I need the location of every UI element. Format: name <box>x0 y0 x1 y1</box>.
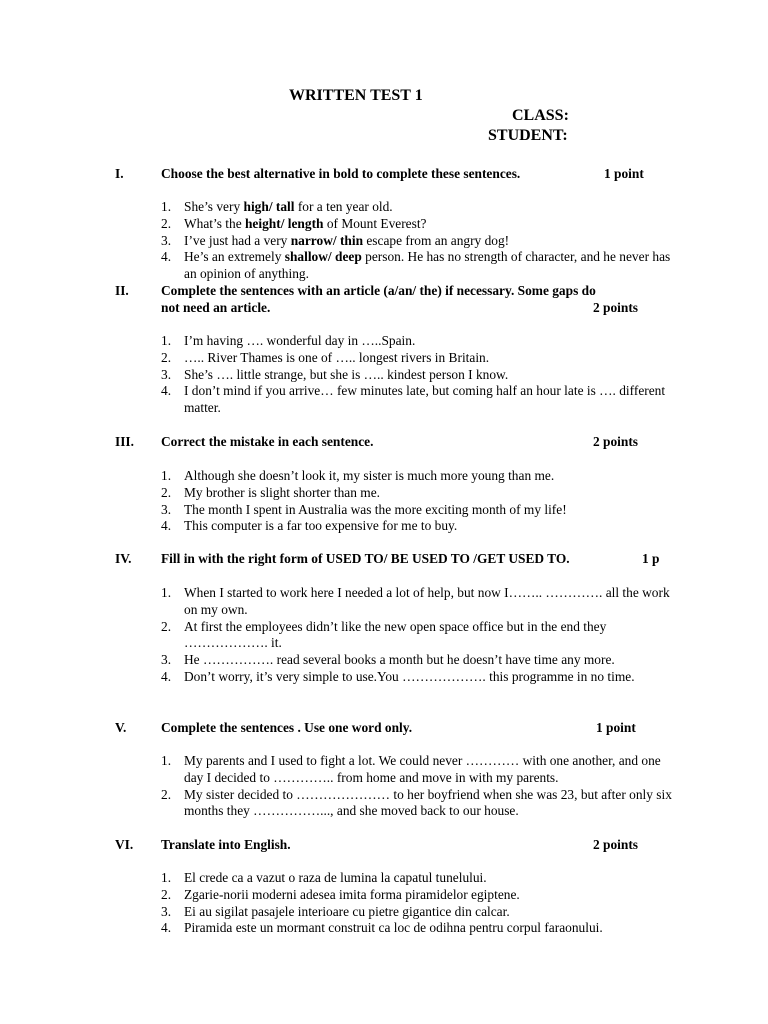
section-points: 1 p <box>642 551 660 566</box>
section-instruction: Fill in with the right form of USED TO/ BE USED TO /GET USED TO. <box>161 551 570 566</box>
question-number: 1. <box>161 468 172 483</box>
question-number: 4. <box>161 668 172 684</box>
question-item: 2. What’s the height/ length of Mount Everest? <box>161 215 427 231</box>
question-item: 1. I’m having …. wonderful day in …..Spain. <box>161 333 416 348</box>
question-number: 1. <box>161 199 172 214</box>
question-item: 1. She’s very high/ tall for a ten year old. <box>161 199 393 214</box>
section-points: 2 points <box>593 837 639 852</box>
question-list <box>161 870 681 937</box>
section-instruction-cont: not need an article. <box>161 300 271 315</box>
section-instruction: Choose the best alternative in bold to complete these sentences. <box>161 166 521 181</box>
question-item: 3. He ……………. read several books a month but he doesn’t have time any more. <box>161 652 615 668</box>
question-item: 1. My parents and I used to fight a lot. We could never ………… with one another, and one day I decided to ………….. from home and move in with my parents. <box>161 753 661 785</box>
question-item: 3. I’ve just had a very narrow/ thin escape from an angry dog! <box>161 232 510 248</box>
question-number: 2. <box>161 786 172 802</box>
test-title: WRITTEN TEST 1 <box>289 87 423 104</box>
section-number: III. <box>115 434 134 449</box>
section-number: VI. <box>115 837 134 852</box>
question-number: 2. <box>161 484 172 500</box>
question-item: 1. When I started to work here I needed a lot of help, but now I…….. …………. all the work on my own. <box>161 585 670 617</box>
question-item: 3. Ei au sigilat pasajele interioare cu pietre gigantice din calcar. <box>161 903 510 919</box>
question-number: 2. <box>161 215 172 231</box>
section-points: 2 points <box>593 300 639 315</box>
question-item: 2. At first the employees didn’t like the new open space office but in the end they ………………. it. <box>161 618 607 651</box>
question-number: 2. <box>161 886 172 902</box>
question-item: 2. My brother is slight shorter than me. <box>161 484 380 500</box>
question-list <box>161 753 681 820</box>
question-number: 3. <box>161 501 172 517</box>
section-points: 1 point <box>604 166 644 181</box>
student-label: STUDENT: <box>488 127 568 144</box>
question-list <box>161 333 681 417</box>
question-item: 2. Zgarie-norii moderni adesea imita forma piramidelor egiptene. <box>161 886 520 902</box>
section-number: V. <box>115 720 127 735</box>
question-item: 4. I don’t mind if you arrive… few minutes late, but coming half an hour late is …. different matter. <box>161 383 666 416</box>
section-points: 1 point <box>596 720 636 735</box>
question-number: 2. <box>161 349 172 365</box>
question-number: 3. <box>161 903 172 919</box>
question-item: 4. He’s an extremely shallow/ deep person. He has no strength of character, and he never has an opinion of anything. <box>161 249 671 282</box>
question-number: 3. <box>161 232 172 248</box>
question-list <box>161 468 681 535</box>
class-label: CLASS: <box>512 107 569 124</box>
section-points: 2 points <box>593 434 639 449</box>
section-instruction: Complete the sentences with an article (a/an/ the) if necessary. Some gaps do <box>161 283 596 298</box>
bold-alternatives: narrow/ thin <box>290 232 364 248</box>
question-item: 3. She’s …. little strange, but she is ….. kindest person I know. <box>161 366 509 382</box>
section-instruction: Correct the mistake in each sentence. <box>161 434 374 449</box>
question-item: 1. Although she doesn’t look it, my sister is much more young than me. <box>161 468 555 483</box>
question-number: 1. <box>161 753 172 768</box>
question-number: 1. <box>161 333 172 348</box>
bold-alternatives: high/ tall <box>243 199 295 214</box>
section-number: IV. <box>115 551 132 566</box>
question-item: 4. This computer is a far too expensive for me to buy. <box>161 518 458 534</box>
question-number: 4. <box>161 383 172 399</box>
question-list <box>161 585 681 686</box>
section-instruction: Translate into English. <box>161 837 291 852</box>
question-item: 3. The month I spent in Australia was the more exciting month of my life! <box>161 501 567 517</box>
question-number: 4. <box>161 518 172 534</box>
question-number: 3. <box>161 366 172 382</box>
question-number: 1. <box>161 870 172 885</box>
question-number: 4. <box>161 920 172 936</box>
section-number: II. <box>115 283 129 298</box>
question-number: 1. <box>161 585 172 600</box>
section-instruction: Complete the sentences . Use one word only. <box>161 720 413 735</box>
question-item: 4. Piramida este un mormant construit ca loc de odihna pentru corpul faraonului. <box>161 920 603 936</box>
bold-alternatives: height/ length <box>244 215 324 231</box>
question-number: 4. <box>161 249 172 265</box>
question-item: 2. My sister decided to ………………… to her boyfriend when she was 23, but after only six months they ……………..., and she moved back to our house. <box>161 786 672 819</box>
question-number: 2. <box>161 618 172 634</box>
bold-alternatives: shallow/ deep <box>284 249 362 265</box>
question-item: 1. El crede ca a vazut o raza de lumina la capatul tunelului. <box>161 870 487 885</box>
question-list <box>161 199 681 283</box>
question-item: 4. Don’t worry, it’s very simple to use.You ………………. this programme in no time. <box>161 668 635 684</box>
question-item: 2. ….. River Thames is one of ….. longest rivers in Britain. <box>161 349 490 365</box>
section-number: I. <box>115 166 124 181</box>
question-number: 3. <box>161 652 172 668</box>
